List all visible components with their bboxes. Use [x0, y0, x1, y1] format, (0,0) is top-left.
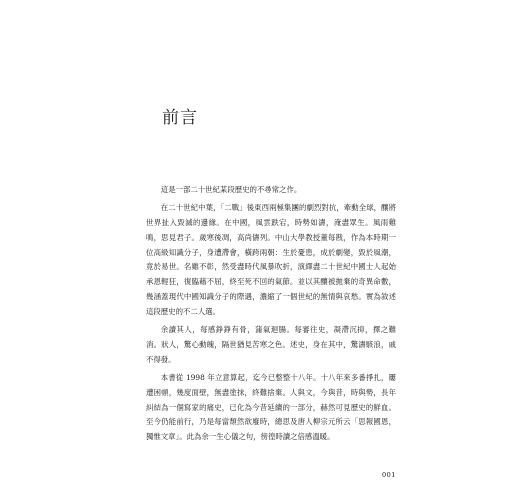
page-number: 001	[382, 471, 396, 479]
page-title: 前言	[162, 108, 198, 128]
body-text	[146, 183, 396, 449]
paragraph-3: 余讀其人，每感錚錚有骨，蒲氣迴腸。每審往史，凝滯沉抑，擇之難消。狀人，驚心動魄，隔世猶見苦寒之色。述史，身在其中，驚濤駭浪，戚不得發。	[146, 325, 396, 364]
paragraph-2: 在二十世紀中葉，「二戰」後東西兩極集團的劇烈對抗，牽動全球，釀將世界扯入毀滅的邊緣。在中國，風雲跌宕，時勢如濤，淹盡眾生。風雨雞鳴，思見君子。歲寒後凋，高尚儔列。中山大學教授董每戡，作為本時期一位高級知識分子，身遭滯會，橫跨兩朝：生於憂患，成於劇變，毀於風潮，竟於易世。名雖不彰，然受盡時代風暴吹折，演繹盡二十世紀中國士人起始承恩輕狂，復臨藉不屈，終至死不回的氣節。並以其釀被拋棄的奇異命數，幾涵蓋現代中國知識分子的際遇，濃縮了一個世紀的無情與哀愁。實為敘述這段歷史的不二人選。	[146, 203, 396, 316]
paragraph-4: 本書從 1998 年立意算起，迄今已整整十八年。十八年來多番掙扎，屢遭困頓，幾度面壁，無盡塗抹，終難捨棄。人與文，今與昔，時與勢，長年糾結為一個寫家的痛史，已化為今昔延續的一部分，赫然可見歷史的鮮血。至今仍能前行，乃是每當頹然欲廢時，總思及唐人柳宗元所云「思報國恩，獨惟文章」。此為余一生心儀之句，徬徨時讀之倍感溫暖。	[146, 373, 396, 442]
paragraph-1: 這是一部二十世紀某段歷史的不尋常之作。	[160, 185, 302, 194]
